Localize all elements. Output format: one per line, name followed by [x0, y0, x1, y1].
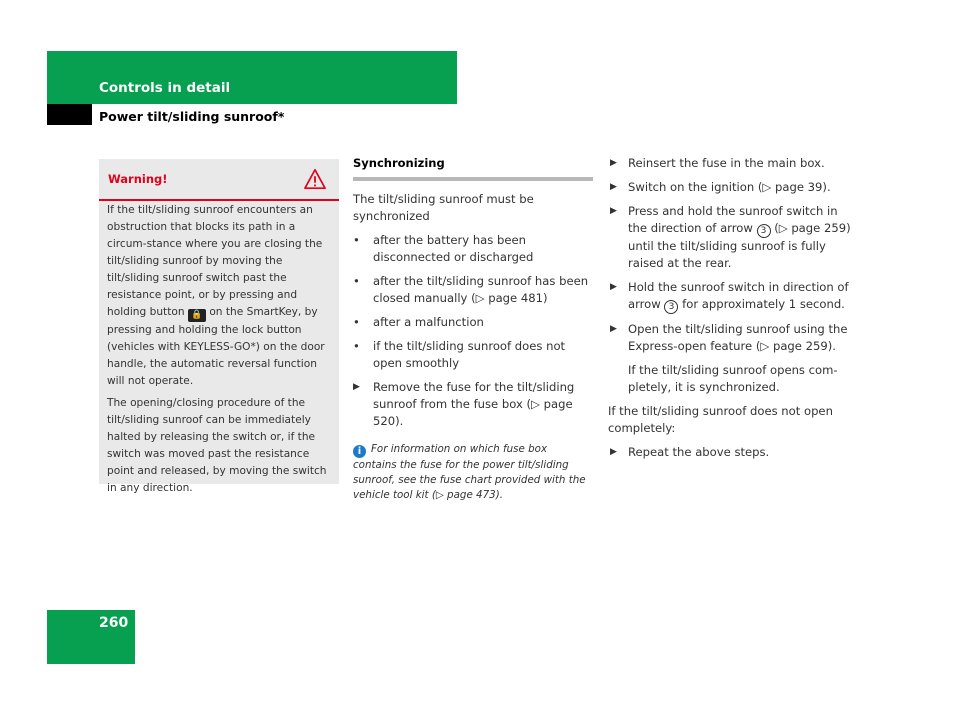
step-item [608, 179, 853, 196]
arrow-number-badge: 3 [757, 224, 771, 238]
step-text: Press and hold the sunroof switch in the direction of arrow [628, 204, 838, 235]
list-item [353, 338, 593, 372]
section-title: Controls in detail [99, 80, 231, 96]
bullet-icon: • [353, 274, 360, 288]
list-item [353, 314, 593, 331]
subsection-title: Power tilt/sliding sunroof* [99, 109, 285, 124]
header-band [47, 51, 457, 104]
step-text: Reinsert the fuse in the main box. [628, 156, 825, 170]
step-item [608, 155, 853, 172]
list-item-text: after the battery has been disconnected or discharged [373, 233, 534, 264]
warning-body [107, 202, 331, 502]
warning-text: on the SmartKey, by pressing and holding the lock button (vehicles with KEYLESS-GO*) on the door handle, the automatic reversal function will not operate. [107, 306, 325, 387]
steps-column [608, 155, 853, 468]
step-text: Remove the fuse for the tilt/sliding sunroof from the fuse box (▷ page 520). [373, 380, 575, 428]
warning-title: Warning! [108, 172, 168, 186]
step-text: for approximately 1 second. [682, 297, 845, 311]
list-item-text: if the tilt/sliding sunroof does not open smoothly [373, 339, 566, 370]
info-note [353, 442, 593, 503]
synchronizing-heading: Synchronizing [353, 155, 593, 181]
info-icon: i [353, 445, 366, 458]
warning-header [99, 159, 339, 201]
step-text: Open the tilt/sliding sunroof using the Express-open feature (▷ page 259). [628, 322, 848, 353]
step-arrow-icon: ▶ [610, 447, 617, 457]
step-arrow-icon: ▶ [353, 382, 360, 392]
info-text: For information on which fuse box contains the fuse for the power tilt/sliding sunroof, see the fuse chart provided with the vehicle tool kit (▷ page 473). [353, 443, 586, 501]
step-arrow-icon: ▶ [610, 158, 617, 168]
step-text: (▷ page 259) until the tilt/sliding sunroof is fully raised at the rear. [628, 221, 851, 270]
note-text: If the tilt/sliding sunroof does not open completely: [608, 404, 833, 435]
page-number: 260 [99, 615, 129, 631]
step-text: Repeat the above steps. [628, 445, 770, 459]
list-item [353, 232, 593, 266]
warning-box [99, 159, 339, 494]
bullet-icon: • [353, 233, 360, 247]
warning-triangle-icon [304, 168, 326, 190]
step-arrow-icon: ▶ [610, 182, 617, 192]
step-arrow-icon: ▶ [610, 324, 617, 334]
warning-text: If the tilt/sliding sunroof encounters an obstruction that blocks its path in a circum-stance where you are closing the tilt/sliding sunroof by moving the tilt/sliding sunroof switch past the resistance point, or by pressing and holding button [107, 204, 323, 318]
step-item [608, 203, 853, 272]
step-item [608, 444, 853, 461]
step-text: Hold the sunroof switch in direction of arrow [628, 280, 849, 311]
bullet-icon: • [353, 339, 360, 353]
bullet-icon: • [353, 315, 360, 329]
step-text: Switch on the ignition (▷ page 39). [628, 180, 831, 194]
lock-icon: 🔒 [188, 309, 206, 322]
step-item [608, 279, 853, 314]
list-item [353, 273, 593, 307]
arrow-number-badge: 3 [664, 300, 678, 314]
intro-text: The tilt/sliding sunroof must be synchronized [353, 192, 534, 223]
subsection-marker [47, 104, 92, 125]
step-item [353, 379, 593, 430]
result-text: If the tilt/sliding sunroof opens com-pletely, it is synchronized. [628, 363, 838, 394]
step-arrow-icon: ▶ [610, 282, 617, 292]
step-item [608, 321, 853, 355]
list-item-text: after the tilt/sliding sunroof has been closed manually (▷ page 481) [373, 274, 589, 305]
warning-paragraph-1 [107, 202, 331, 390]
step-arrow-icon: ▶ [610, 206, 617, 216]
synchronizing-column [353, 155, 593, 503]
list-item-text: after a malfunction [373, 315, 484, 329]
warning-paragraph-2: The opening/closing procedure of the tilt/sliding sunroof can be immediately halted by releasing the switch or, if the switch was moved past the resistance point and released, by moving the switch in any direction. [107, 397, 327, 494]
